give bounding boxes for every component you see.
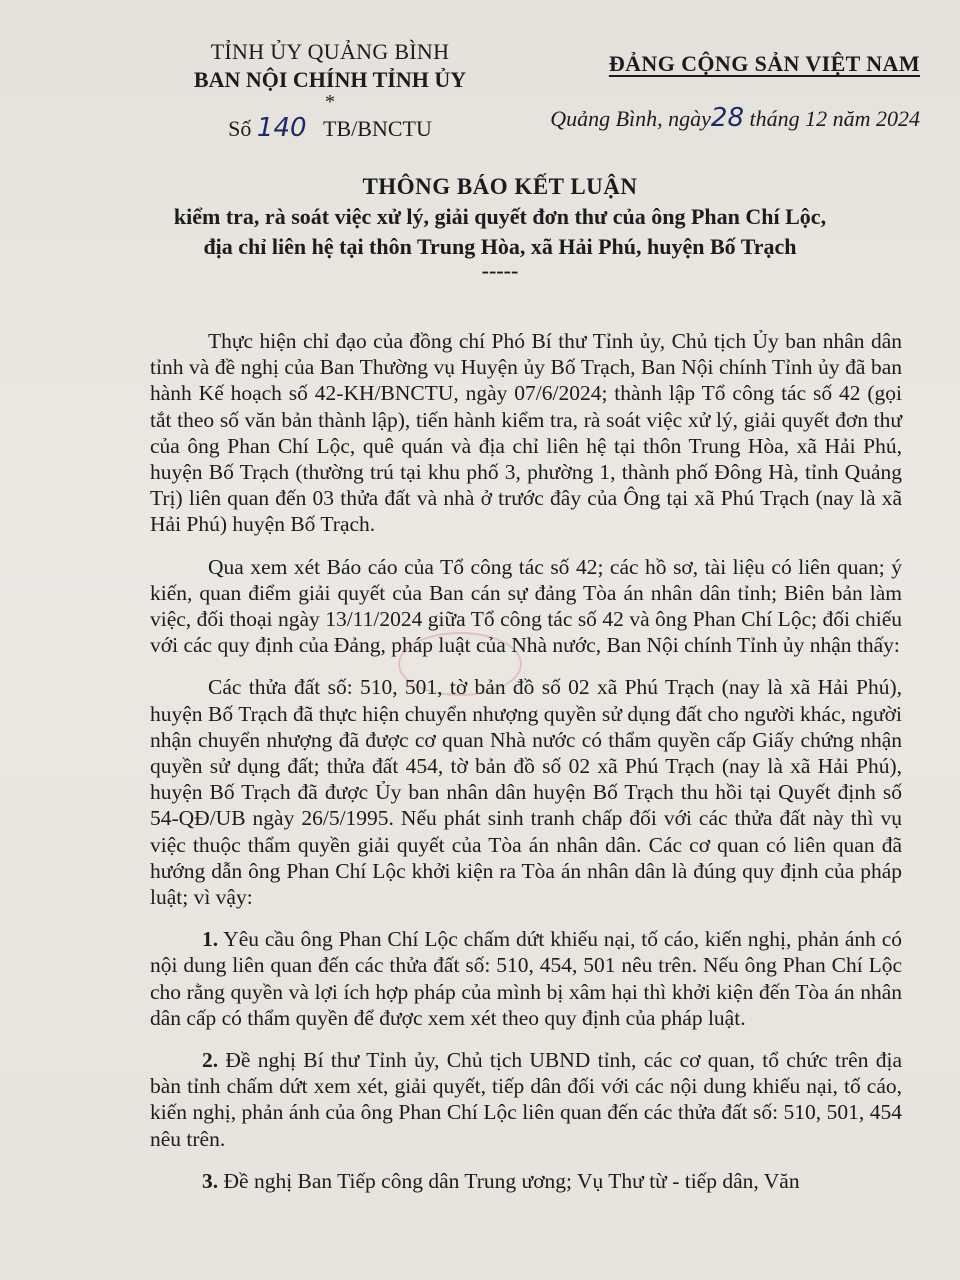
party-name: ĐẢNG CỘNG SẢN VIỆT NAM xyxy=(608,51,920,76)
item-1-number: 1. xyxy=(202,927,219,952)
star-mark: * xyxy=(325,91,335,113)
paragraph-3: Các thửa đất số: 510, 501, tờ bản đồ số 02 xã Phú Trạch (nay là xã Hải Phú), huyện Bố Trạch đã thực hiện chuyển nhượng quyền sử dụng đất cho người khác, người nhận chuyển nhượng đã được cơ quan Nhà nước có thẩm quyền cấp Giấy chứng nhận quyền sử dụng đất; thửa đất 454, tờ bản đồ số 02 xã Phú Trạch (nay là xã Hải Phú), huyện Bố Trạch đã được Ủy ban nhân dân huyện Bố Trạch thu hồi tại Quyết định số 54-QĐ/UB ngày 26/5/1995. Nếu phát sinh tranh chấp đối với các thửa đất này thì vụ việc thuộc thẩm quyền giải quyết của Tòa án nhân dân. Các cơ quan có liên quan đã hướng dẫn ông Phan Chí Lộc khởi kiện ra Tòa án nhân dân là đúng quy định của pháp luật; vì vậy: xyxy=(150,675,902,910)
title-line-2: kiểm tra, rà soát việc xử lý, giải quyết đơn thư của ông Phan Chí Lộc, xyxy=(173,204,827,229)
item-2 xyxy=(150,1047,902,1152)
document-body xyxy=(150,328,902,1210)
title-separator: ----- xyxy=(481,258,519,283)
paragraph-1: Thực hiện chỉ đạo của đồng chí Phó Bí thư Tỉnh ủy, Chủ tịch Ủy ban nhân dân tỉnh và đề nghị của Ban Thường vụ Huyện ủy Bố Trạch, Ban Nội chính Tỉnh ủy đã ban hành Kế hoạch số 42-KH/BNCTU, ngày 07/6/2024; thành lập Tổ công tác số 42 (gọi tắt theo số văn bản thành lập), tiến hành kiểm tra, rà soát việc xử lý, giải quyết đơn thư của ông Phan Chí Lộc, quê quán và địa chỉ liên hệ tại thôn Trung Hòa, xã Hải Phú, huyện Bố Trạch (thường trú tại khu phố 3, phường 1, thành phố Đông Hà, tỉnh Quảng Trị) liên quan đến 03 thửa đất và nhà ở trước đây của Ông tại xã Phú Trạch (nay là xã Hải Phú) huyện Bố Trạch. xyxy=(150,329,902,537)
document-number xyxy=(170,114,490,143)
item-3-number: 3. xyxy=(202,1168,219,1193)
item-2-text: Đề nghị Bí thư Tỉnh ủy, Chủ tịch UBND tỉnh, các cơ quan, tổ chức trên địa bàn tỉnh chấm dứt xem xét, giải quyết, tiếp dân đối với các nội dung khiếu nại, tố cáo, kiến nghị, phản ánh của ông Phan Chí Lộc liên quan đến các thửa đất số: 510, 501, 454 nêu trên. xyxy=(150,1048,902,1151)
number-prefix: Số xyxy=(228,116,252,141)
item-2-number: 2. xyxy=(202,1048,219,1073)
handwritten-number: 140 xyxy=(256,113,307,143)
org-line-1: TỈNH ỦY QUẢNG BÌNH xyxy=(210,39,450,64)
item-1-text: Yêu cầu ông Phan Chí Lộc chấm dứt khiếu nại, tố cáo, kiến nghị, phản ánh có nội dung liên quan đến các thửa đất số: 510, 454, 501 nêu trên. Nếu ông Phan Chí Lộc cho rằng quyền và lợi ích hợp pháp của mình bị xâm hại thì khởi kiện đến Tòa án nhân dân cấp có thẩm quyền để được xem xét theo quy định của pháp luật. xyxy=(150,927,902,1030)
party-date-block xyxy=(500,50,920,133)
item-1 xyxy=(150,926,902,1031)
date-prefix: Quảng Bình, ngày xyxy=(550,106,711,131)
title-line-3: địa chỉ liên hệ tại thôn Trung Hòa, xã Hải Phú, huyện Bố Trạch xyxy=(203,234,797,259)
document-title xyxy=(100,172,900,283)
paragraph-2: Qua xem xét Báo cáo của Tổ công tác số 42; các hồ sơ, tài liệu có liên quan; ý kiến, quan điểm giải quyết của Ban cán sự đảng Tòa án nhân dân tỉnh; Biên bản làm việc, đối thoại ngày 13/11/2024 giữa Tổ công tác số 42 và ông Phan Chí Lộc; đối chiếu với các quy định của Đảng, pháp luật của Nhà nước, Ban Nội chính Tỉnh ủy nhận thấy: xyxy=(150,554,902,658)
item-3-text: Đề nghị Ban Tiếp công dân Trung ương; Vụ Thư từ - tiếp dân, Văn xyxy=(223,1168,800,1193)
number-suffix: TB/BNCTU xyxy=(323,116,432,141)
issue-date xyxy=(500,104,920,133)
handwritten-day: 28 xyxy=(710,103,744,133)
title-line-1: THÔNG BÁO KẾT LUẬN xyxy=(362,174,638,199)
org-line-2: BAN NỘI CHÍNH TỈNH ỦY xyxy=(193,67,467,92)
date-suffix: tháng 12 năm 2024 xyxy=(749,106,920,131)
issuing-agency-block xyxy=(170,38,490,143)
item-3 xyxy=(150,1168,902,1194)
